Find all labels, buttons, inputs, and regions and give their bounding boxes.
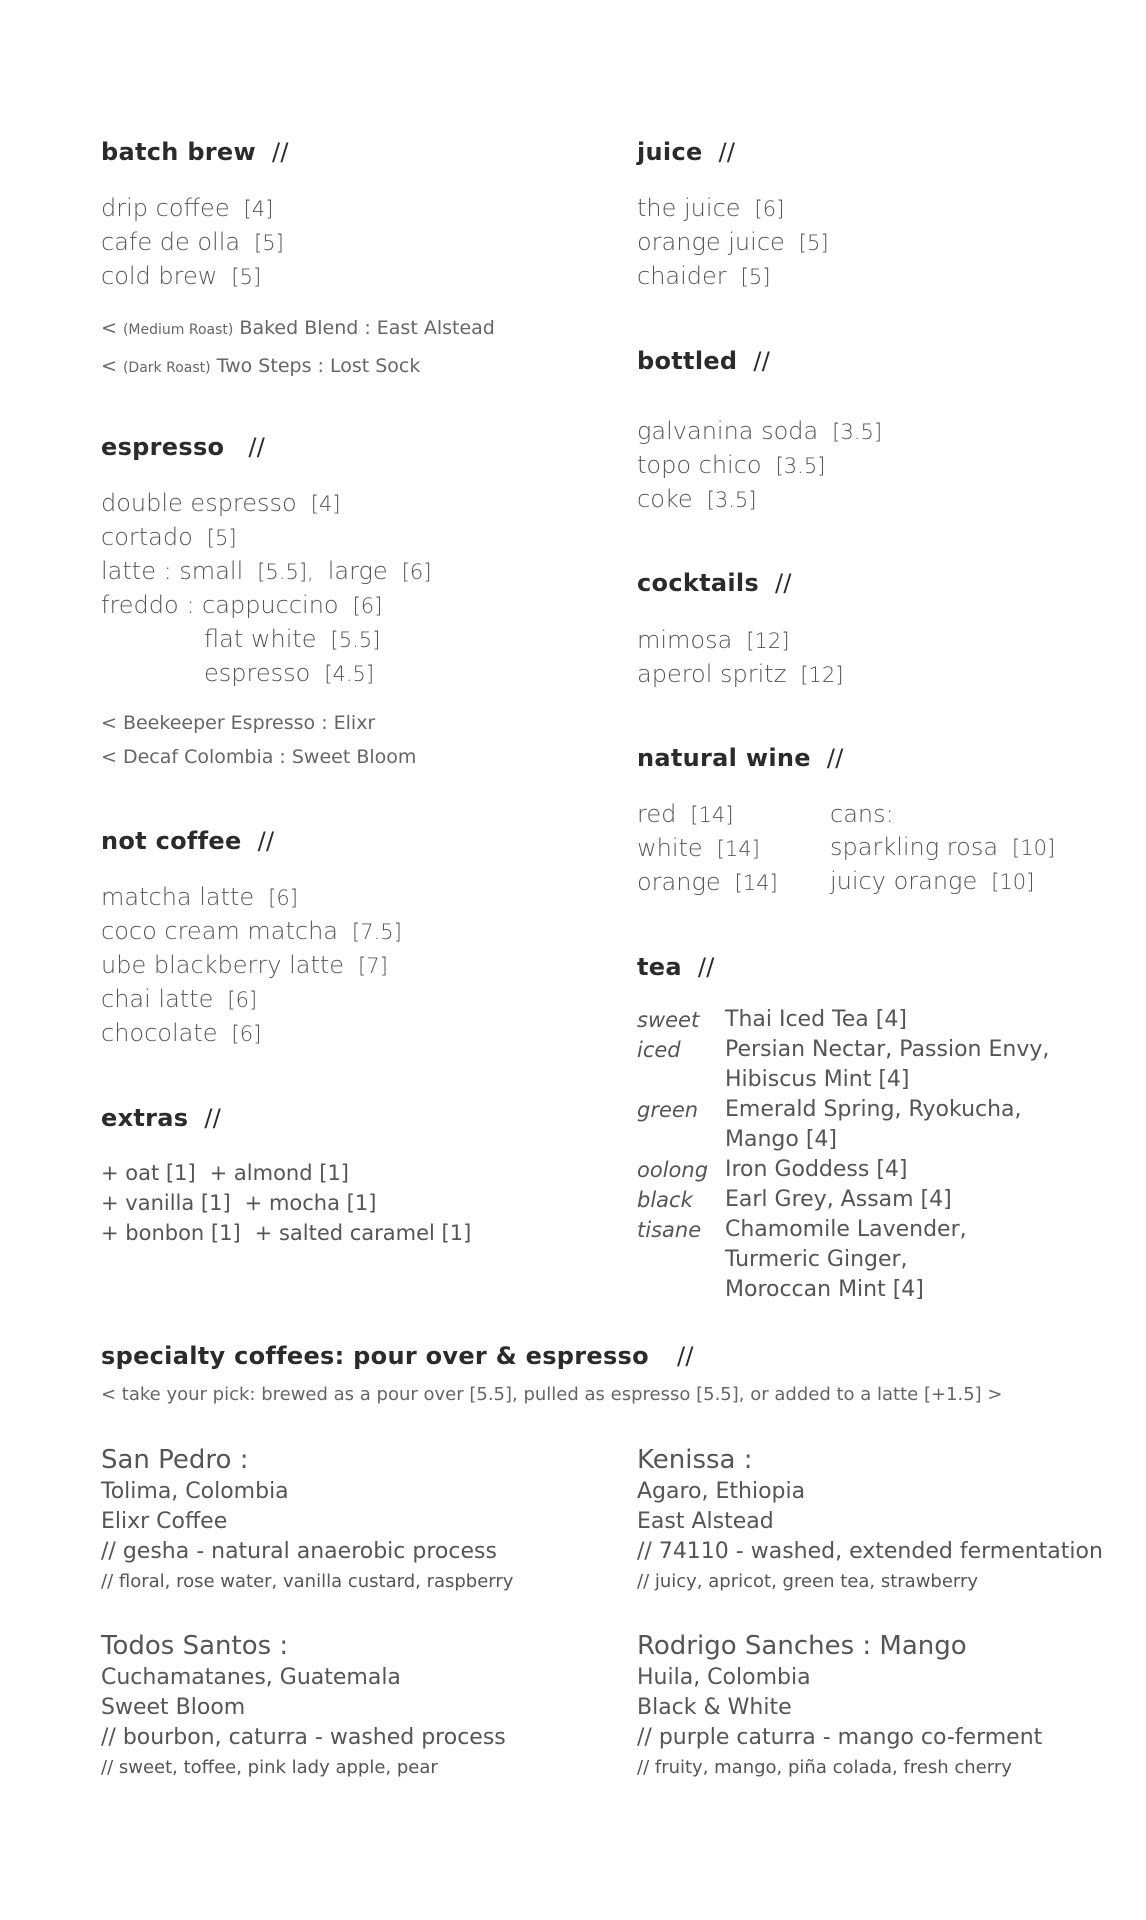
price: [5] (254, 231, 284, 255)
espresso-list (101, 487, 431, 691)
bean-roaster: Sweet Bloom (101, 1695, 246, 1720)
separator: // (248, 433, 266, 461)
price: [4] (243, 197, 274, 221)
bean-process: // 74110 - washed, extended fermentation (637, 1539, 1103, 1564)
price: [5.5], (257, 560, 314, 584)
separator: // (204, 1104, 222, 1132)
menu-item-name: cold brew (101, 262, 218, 290)
bean-origin: Huila, Colombia (637, 1665, 811, 1690)
extras-line (101, 1218, 471, 1248)
tea-items: Persian Nectar, Passion Envy, (725, 1037, 1050, 1062)
price: [12] (746, 629, 790, 653)
extras-line (101, 1158, 471, 1188)
menu-item (101, 949, 402, 983)
roast-note (101, 310, 495, 348)
menu-item (830, 865, 1055, 899)
price: [14] (734, 871, 778, 895)
price: [14] (716, 837, 760, 861)
separator: // (676, 1342, 694, 1370)
menu-item-name: Baked Blend : East Alstead (239, 317, 495, 339)
tea-type: black (637, 1188, 693, 1212)
cocktails-heading (637, 569, 792, 597)
price: [10] (991, 870, 1035, 894)
menu-item-name: white (637, 834, 703, 862)
section-title: tea (637, 953, 682, 981)
bean-origin: Agaro, Ethiopia (637, 1479, 806, 1504)
menu-item-name: red (637, 800, 677, 828)
menu-item-name: orange juice (637, 228, 785, 256)
bean-origin: Cuchamatanes, Guatemala (101, 1665, 401, 1690)
menu-item (101, 1017, 402, 1051)
bean-note: < Decaf Colombia : Sweet Bloom (101, 746, 417, 768)
menu-item (101, 260, 284, 294)
bean-tasting-notes: // juicy, apricot, green tea, strawberry (637, 1571, 979, 1592)
menu-item (637, 483, 882, 517)
bean-name: Kenissa : (637, 1445, 753, 1475)
section-title: batch brew (101, 138, 256, 166)
tea-items: Hibiscus Mint [4] (725, 1067, 910, 1092)
menu-item-name: Two Steps : Lost Sock (216, 355, 421, 377)
price: [6] (401, 560, 432, 584)
menu-item-name: large (327, 557, 388, 585)
price: [12] (800, 663, 844, 687)
menu-item (637, 832, 778, 866)
price: [4] (310, 492, 341, 516)
section-title: specialty coffees: pour over & espresso (101, 1342, 649, 1370)
section-title: cocktails (637, 569, 760, 597)
menu-item (101, 881, 402, 915)
bean-name: Rodrigo Sanches : Mango (637, 1631, 967, 1661)
tea-items: Mango [4] (725, 1127, 837, 1152)
tea-type: iced (637, 1038, 681, 1062)
bean-name: Todos Santos : (101, 1631, 289, 1661)
menu-item-name: matcha latte (101, 883, 255, 911)
roast-note (101, 348, 495, 386)
menu-item-name: aperol spritz (637, 660, 787, 688)
wine-list (637, 798, 778, 900)
separator: // (697, 953, 715, 981)
price: [3.5] (775, 454, 826, 478)
price: [3.5] (706, 488, 757, 512)
menu-item-name: double espresso (101, 489, 297, 517)
menu-item-name: < (101, 317, 123, 339)
menu-item-name: ube blackberry latte (101, 951, 345, 979)
tea-items: Earl Grey, Assam [4] (725, 1187, 952, 1212)
bean-roaster: East Alstead (637, 1509, 774, 1534)
menu-item (101, 192, 284, 226)
tea-items: Thai Iced Tea [4] (725, 1007, 907, 1032)
specialty-subtitle: < take your pick: brewed as a pour over [5.5], pulled as espresso [5.5], or added to a latte [+1.5] > (101, 1384, 1003, 1405)
bean-process: // purple caturra - mango co-ferment (637, 1725, 1043, 1750)
price: [5] (206, 526, 237, 550)
batch-brew-heading (101, 138, 289, 166)
separator: // (271, 138, 289, 166)
price: [6] (227, 988, 258, 1012)
price: [3.5] (832, 420, 883, 444)
menu-item-name: galvanina soda (637, 417, 819, 445)
section-title: not coffee (101, 827, 242, 855)
menu-item-name: + mocha [1] (244, 1191, 377, 1215)
separator: // (775, 569, 792, 597)
natural-wine-heading (637, 744, 844, 772)
menu-item-name: chai latte (101, 985, 214, 1013)
menu-item (637, 192, 829, 226)
menu-item (101, 555, 431, 589)
menu-item-name: chaider (637, 262, 727, 290)
bean-process: // bourbon, caturra - washed process (101, 1725, 506, 1750)
bean-note: < Beekeeper Espresso : Elixr (101, 712, 376, 734)
menu-item (101, 915, 402, 949)
menu-item (637, 449, 882, 483)
tea-type: oolong (637, 1158, 709, 1182)
section-title: espresso (101, 433, 225, 461)
menu-item (637, 260, 829, 294)
bean-name: San Pedro : (101, 1445, 249, 1475)
extras-heading (101, 1104, 221, 1132)
menu-item-name: drip coffee (101, 194, 230, 222)
section-title: extras (101, 1104, 189, 1132)
bean-card-rodrigo-sanches (637, 1629, 1042, 1783)
section-title: bottled (637, 347, 738, 375)
price: [5] (740, 265, 771, 289)
menu-item-name: + almond [1] (209, 1161, 349, 1185)
juice-heading (637, 138, 735, 166)
price: [4.5] (324, 662, 375, 686)
juice-list (637, 192, 829, 294)
section-title: juice (637, 138, 703, 166)
not-coffee-heading (101, 827, 274, 855)
menu-item (637, 798, 778, 832)
menu-item-name: espresso (204, 659, 311, 687)
batch-brew-list (101, 192, 284, 294)
bean-tasting-notes: // sweet, toffee, pink lady apple, pear (101, 1757, 438, 1778)
menu-item-name: the juice (637, 194, 741, 222)
tea-heading (637, 953, 715, 981)
price: [6] (352, 594, 383, 618)
menu-item (637, 226, 829, 260)
menu-item-name: + vanilla [1] (101, 1191, 231, 1215)
bean-origin: Tolima, Colombia (101, 1479, 289, 1504)
menu-item-name: cortado (101, 523, 193, 551)
bottled-list (637, 415, 882, 517)
menu-item (101, 521, 431, 555)
tea-type: sweet (637, 1008, 700, 1032)
menu-item-name: topo chico (637, 451, 762, 479)
bean-process: // gesha - natural anaerobic process (101, 1539, 497, 1564)
extras-list (101, 1158, 471, 1248)
menu-item-name: cafe de olla (101, 228, 241, 256)
bottled-heading (637, 347, 770, 375)
price: [6] (268, 886, 298, 910)
price: [7.5] (352, 920, 402, 944)
cans-label: cans: (830, 800, 894, 828)
wine-cans-list (830, 798, 1055, 899)
bean-roaster: Black & White (637, 1695, 792, 1720)
menu-item (101, 623, 431, 657)
menu-item (101, 226, 284, 260)
bean-card-kenissa (637, 1443, 1103, 1597)
price: [7] (358, 954, 388, 978)
price: [5.5] (330, 628, 381, 652)
menu-item (637, 415, 882, 449)
extras-line (101, 1188, 471, 1218)
tea-items: Chamomile Lavender, (725, 1217, 967, 1242)
cocktails-list (637, 624, 843, 692)
price: [6] (754, 197, 785, 221)
menu-item (101, 589, 431, 623)
bean-tasting-notes: // fruity, mango, piña colada, fresh cherry (637, 1757, 1012, 1778)
bean-card-san-pedro (101, 1443, 513, 1597)
tea-list (637, 1005, 1117, 1315)
menu-item-name: freddo : cappuccino (101, 591, 339, 619)
separator: // (718, 138, 736, 166)
menu-item-name: chocolate (101, 1019, 218, 1047)
specialty-heading (101, 1342, 694, 1370)
menu-item (830, 831, 1055, 865)
not-coffee-list (101, 881, 402, 1051)
menu-item-name: sparkling rosa (830, 833, 999, 861)
menu-item-name: mimosa (637, 626, 733, 654)
price: [14] (690, 803, 734, 827)
menu-item-name: coke (637, 485, 693, 513)
bean-card-todos-santos (101, 1629, 506, 1783)
tea-type: tisane (637, 1218, 702, 1242)
tea-items: Emerald Spring, Ryokucha, (725, 1097, 1022, 1122)
menu-item-name: juicy orange (830, 867, 978, 895)
tea-items: Iron Goddess [4] (725, 1157, 908, 1182)
menu-item-name: + bonbon [1] (101, 1221, 241, 1245)
bean-roaster: Elixr Coffee (101, 1509, 228, 1534)
price: [6] (231, 1022, 262, 1046)
espresso-notes (101, 706, 416, 774)
menu-item-name: orange (637, 868, 721, 896)
separator: // (753, 347, 771, 375)
menu-item (637, 866, 778, 900)
price: [10] (1012, 836, 1056, 860)
separator: // (826, 744, 844, 772)
section-title: natural wine (637, 744, 811, 772)
menu-item (637, 624, 843, 658)
bean-tasting-notes: // floral, rose water, vanilla custard, raspberry (101, 1571, 514, 1592)
menu-item (637, 658, 843, 692)
menu-item-name: latte : small (101, 557, 244, 585)
espresso-heading (101, 433, 265, 461)
price: [5] (231, 265, 262, 289)
tea-items: Turmeric Ginger, (725, 1247, 908, 1272)
tea-items: Moroccan Mint [4] (725, 1277, 924, 1302)
menu-item-name: < (101, 355, 123, 377)
menu-item (101, 983, 402, 1017)
batch-brew-notes (101, 310, 495, 386)
menu-item-name: (Dark Roast) (122, 360, 211, 376)
menu-item-name: flat white (204, 625, 317, 653)
menu-item (101, 487, 431, 521)
menu-item-name: + oat [1] (101, 1161, 196, 1185)
separator: // (257, 827, 275, 855)
menu-item-name: coco cream matcha (101, 917, 339, 945)
price: [5] (798, 231, 829, 255)
menu-item-name: (Medium Roast) (122, 322, 234, 338)
menu-item-name: + salted caramel [1] (254, 1221, 472, 1245)
tea-type: green (637, 1098, 699, 1122)
menu-item (101, 657, 431, 691)
